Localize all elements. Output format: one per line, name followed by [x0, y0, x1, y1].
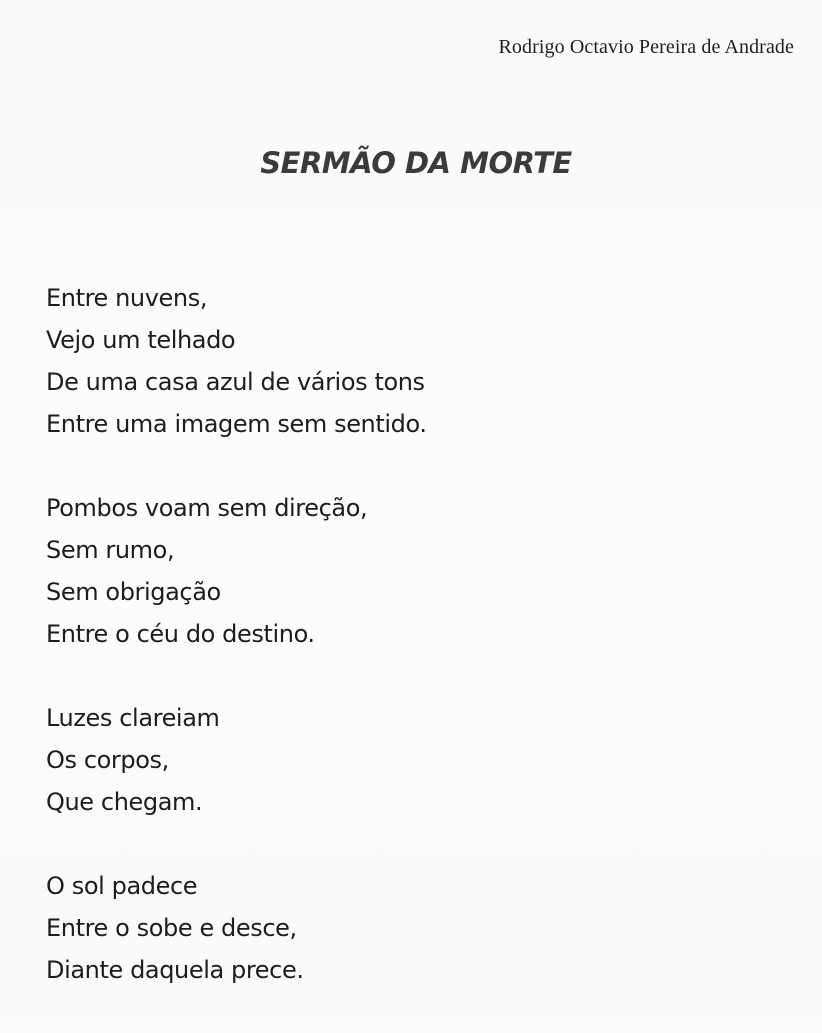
poem-line: Entre o céu do destino. — [46, 620, 315, 648]
poem-line: O sol padece — [46, 872, 198, 900]
stanza — [46, 865, 746, 991]
author-name: Rodrigo Octavio Pereira de Andrade — [498, 36, 794, 58]
poem-line: Os corpos, — [46, 746, 169, 774]
poem-line: Sem rumo, — [46, 536, 175, 564]
poem-line: Luzes clareiam — [46, 704, 220, 732]
poem-line: Que chegam. — [46, 788, 203, 816]
stanza — [46, 487, 746, 655]
poem-line: Vejo um telhado — [46, 326, 236, 354]
poem-line: Entre uma imagem sem sentido. — [46, 410, 427, 438]
poem-body — [46, 277, 746, 1033]
poem-line: Entre o sobe e desce, — [46, 914, 297, 942]
poem-line: Diante daquela prece. — [46, 956, 304, 984]
stanza — [46, 697, 746, 823]
poem-line: Pombos voam sem direção, — [46, 494, 368, 522]
stanza — [46, 277, 746, 445]
poem-line: Sem obrigação — [46, 578, 221, 606]
poem-title: SERMÃO DA MORTE — [260, 146, 572, 180]
poem-line: Entre nuvens, — [46, 284, 208, 312]
poem-line: De uma casa azul de vários tons — [46, 368, 425, 396]
